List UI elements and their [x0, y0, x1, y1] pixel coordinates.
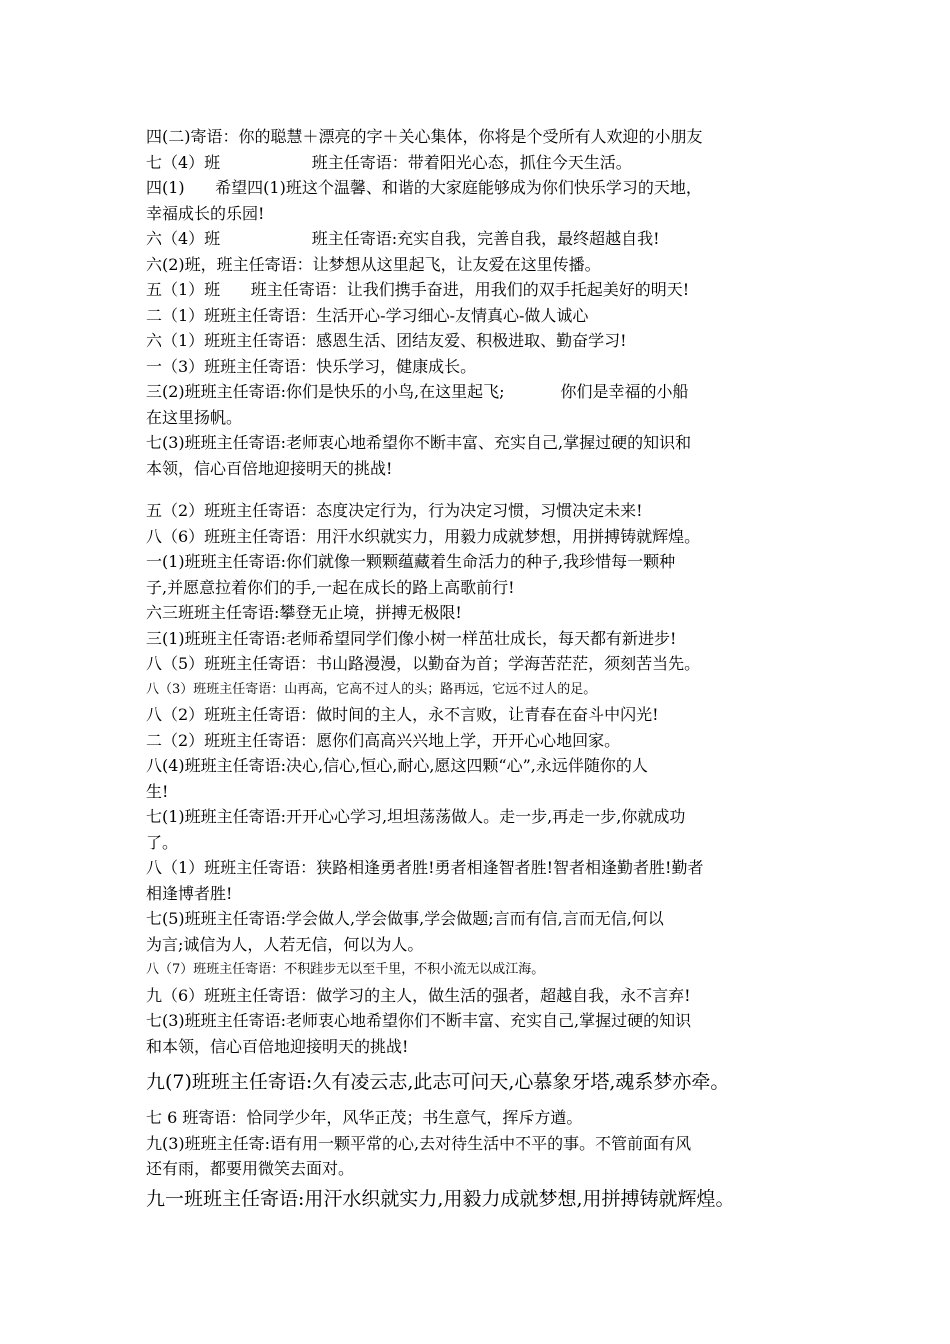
text-line: 五（1）班 班主任寄语：让我们携手奋进，用我们的双手托起美好的明天!	[146, 280, 690, 299]
text-line: 七(5)班班主任寄语:学会做人,学会做事,学会做题;言而有信,言而无信,何以	[146, 909, 664, 928]
text-line: 为言;诚信为人，人若无信，何以为人。	[146, 934, 424, 954]
text-line: 了。	[146, 832, 179, 852]
text-line: 三(2)班班主任寄语:你们是快乐的小鸟,在这里起飞; 你们是幸福的小船	[146, 382, 689, 401]
text-line: 七(3)班班主任寄语:老师衷心地希望你们不断丰富、充实自己,掌握过硬的知识	[146, 1011, 692, 1030]
text-line: 一(1)班班主任寄语:你们就像一颗颗蕴藏着生命活力的种子,我珍惜每一颗种	[146, 552, 676, 571]
text-line: 八（1）班班主任寄语：狭路相逢勇者胜!勇者相逢智者胜!智者相逢勤者胜!勤者	[146, 858, 704, 877]
text-line: 二（1）班班主任寄语：生活开心-学习细心-友情真心-做人诚心	[146, 305, 589, 325]
text-line: 七(1)班班主任寄语:开开心心学习,坦坦荡荡做人。走一步,再走一步,你就成功	[146, 807, 686, 826]
text-line: 六三班班主任寄语:攀登无止境，拼搏无极限!	[146, 603, 462, 622]
text-line: 九(7)班班主任寄语:久有凌云志,此志可问天,心慕象牙塔,魂系梦亦牵。	[146, 1071, 730, 1093]
text-line: 八（2）班班主任寄语：做时间的主人，永不言败，让青春在奋斗中闪光!	[146, 705, 659, 724]
text-line: 七（4）班 班主任寄语：带着阳光心态，抓住今天生活。	[146, 152, 632, 172]
text-line: 幸福成长的乐园!	[146, 203, 265, 223]
text-line: 八（7）班班主任寄语：不积跬步无以至千里，不积小流无以成江海。	[146, 962, 545, 977]
text-line: 九（6）班班主任寄语：做学习的主人，做生活的强者，超越自我，永不言弃!	[146, 985, 691, 1005]
document-body	[146, 124, 826, 1216]
text-line: 八(4)班班主任寄语:决心,信心,恒心,耐心,愿这四颗“心”,永远伴随你的人	[146, 756, 648, 775]
text-line: 四(二)寄语：你的聪慧＋漂亮的字＋关心集体，你将是个受所有人欢迎的小朋友	[146, 127, 703, 146]
text-line: 八（3）班班主任寄语：山再高，它高不过人的头；路再远，它远不过人的足。	[146, 681, 597, 697]
text-line: 九(3)班班主任寄:语有用一颗平常的心,去对待生活中不平的事。不管前面有风	[146, 1133, 692, 1153]
text-line: 还有雨，都要用微笑去面对。	[146, 1159, 355, 1178]
text-line: 相逢博者胜!	[146, 883, 233, 903]
text-line: 八（6）班班主任寄语：用汗水织就实力，用毅力成就梦想，用拼搏铸就辉煌。	[146, 526, 701, 546]
text-line: 子,并愿意拉着你们的手,一起在成长的路上高歌前行!	[146, 577, 515, 597]
text-line: 在这里扬帆。	[146, 407, 243, 427]
text-line: 九一班班主任寄语:用汗水织就实力,用毅力成就梦想,用拼搏铸就辉煌。	[146, 1187, 735, 1210]
text-line: 三(1)班班主任寄语:老师希望同学们像小树一样茁壮成长，每天都有新进步!	[146, 628, 677, 648]
text-line: 二（2）班班主任寄语：愿你们高高兴兴地上学，开开心心地回家。	[146, 730, 621, 750]
text-line: 一（3）班班主任寄语：快乐学习，健康成长。	[146, 356, 477, 376]
text-line: 六(2)班，班主任寄语：让梦想从这里起飞，让友爱在这里传播。	[146, 254, 601, 274]
text-line: 六（4）班 班主任寄语:充实自我，完善自我，最终超越自我!	[146, 229, 660, 248]
text-line: 六（1）班班主任寄语：感恩生活、团结友爱、积极进取、勤奋学习!	[146, 331, 627, 350]
text-line: 五（2）班班主任寄语：态度决定行为，行为决定习惯，习惯决定未来!	[146, 501, 643, 520]
text-line: 四(1) 希望四(1)班这个温馨、和谐的大家庭能够成为你们快乐学习的天地，	[146, 178, 702, 197]
text-line: 七 6 班寄语：恰同学少年，风华正茂；书生意气，挥斥方遒。	[146, 1108, 583, 1127]
text-line: 七(3)班班主任寄语:老师衷心地希望你不断丰富、充实自己,掌握过硬的知识和	[146, 433, 692, 452]
text-line: 生!	[146, 781, 169, 801]
text-line: 本领，信心百倍地迎接明天的挑战!	[146, 458, 393, 478]
text-line: 和本领，信心百倍地迎接明天的挑战!	[146, 1036, 409, 1056]
text-line: 八（5）班班主任寄语：书山路漫漫，以勤奋为首；学海苦茫茫，须刻苦当先。	[146, 654, 701, 673]
